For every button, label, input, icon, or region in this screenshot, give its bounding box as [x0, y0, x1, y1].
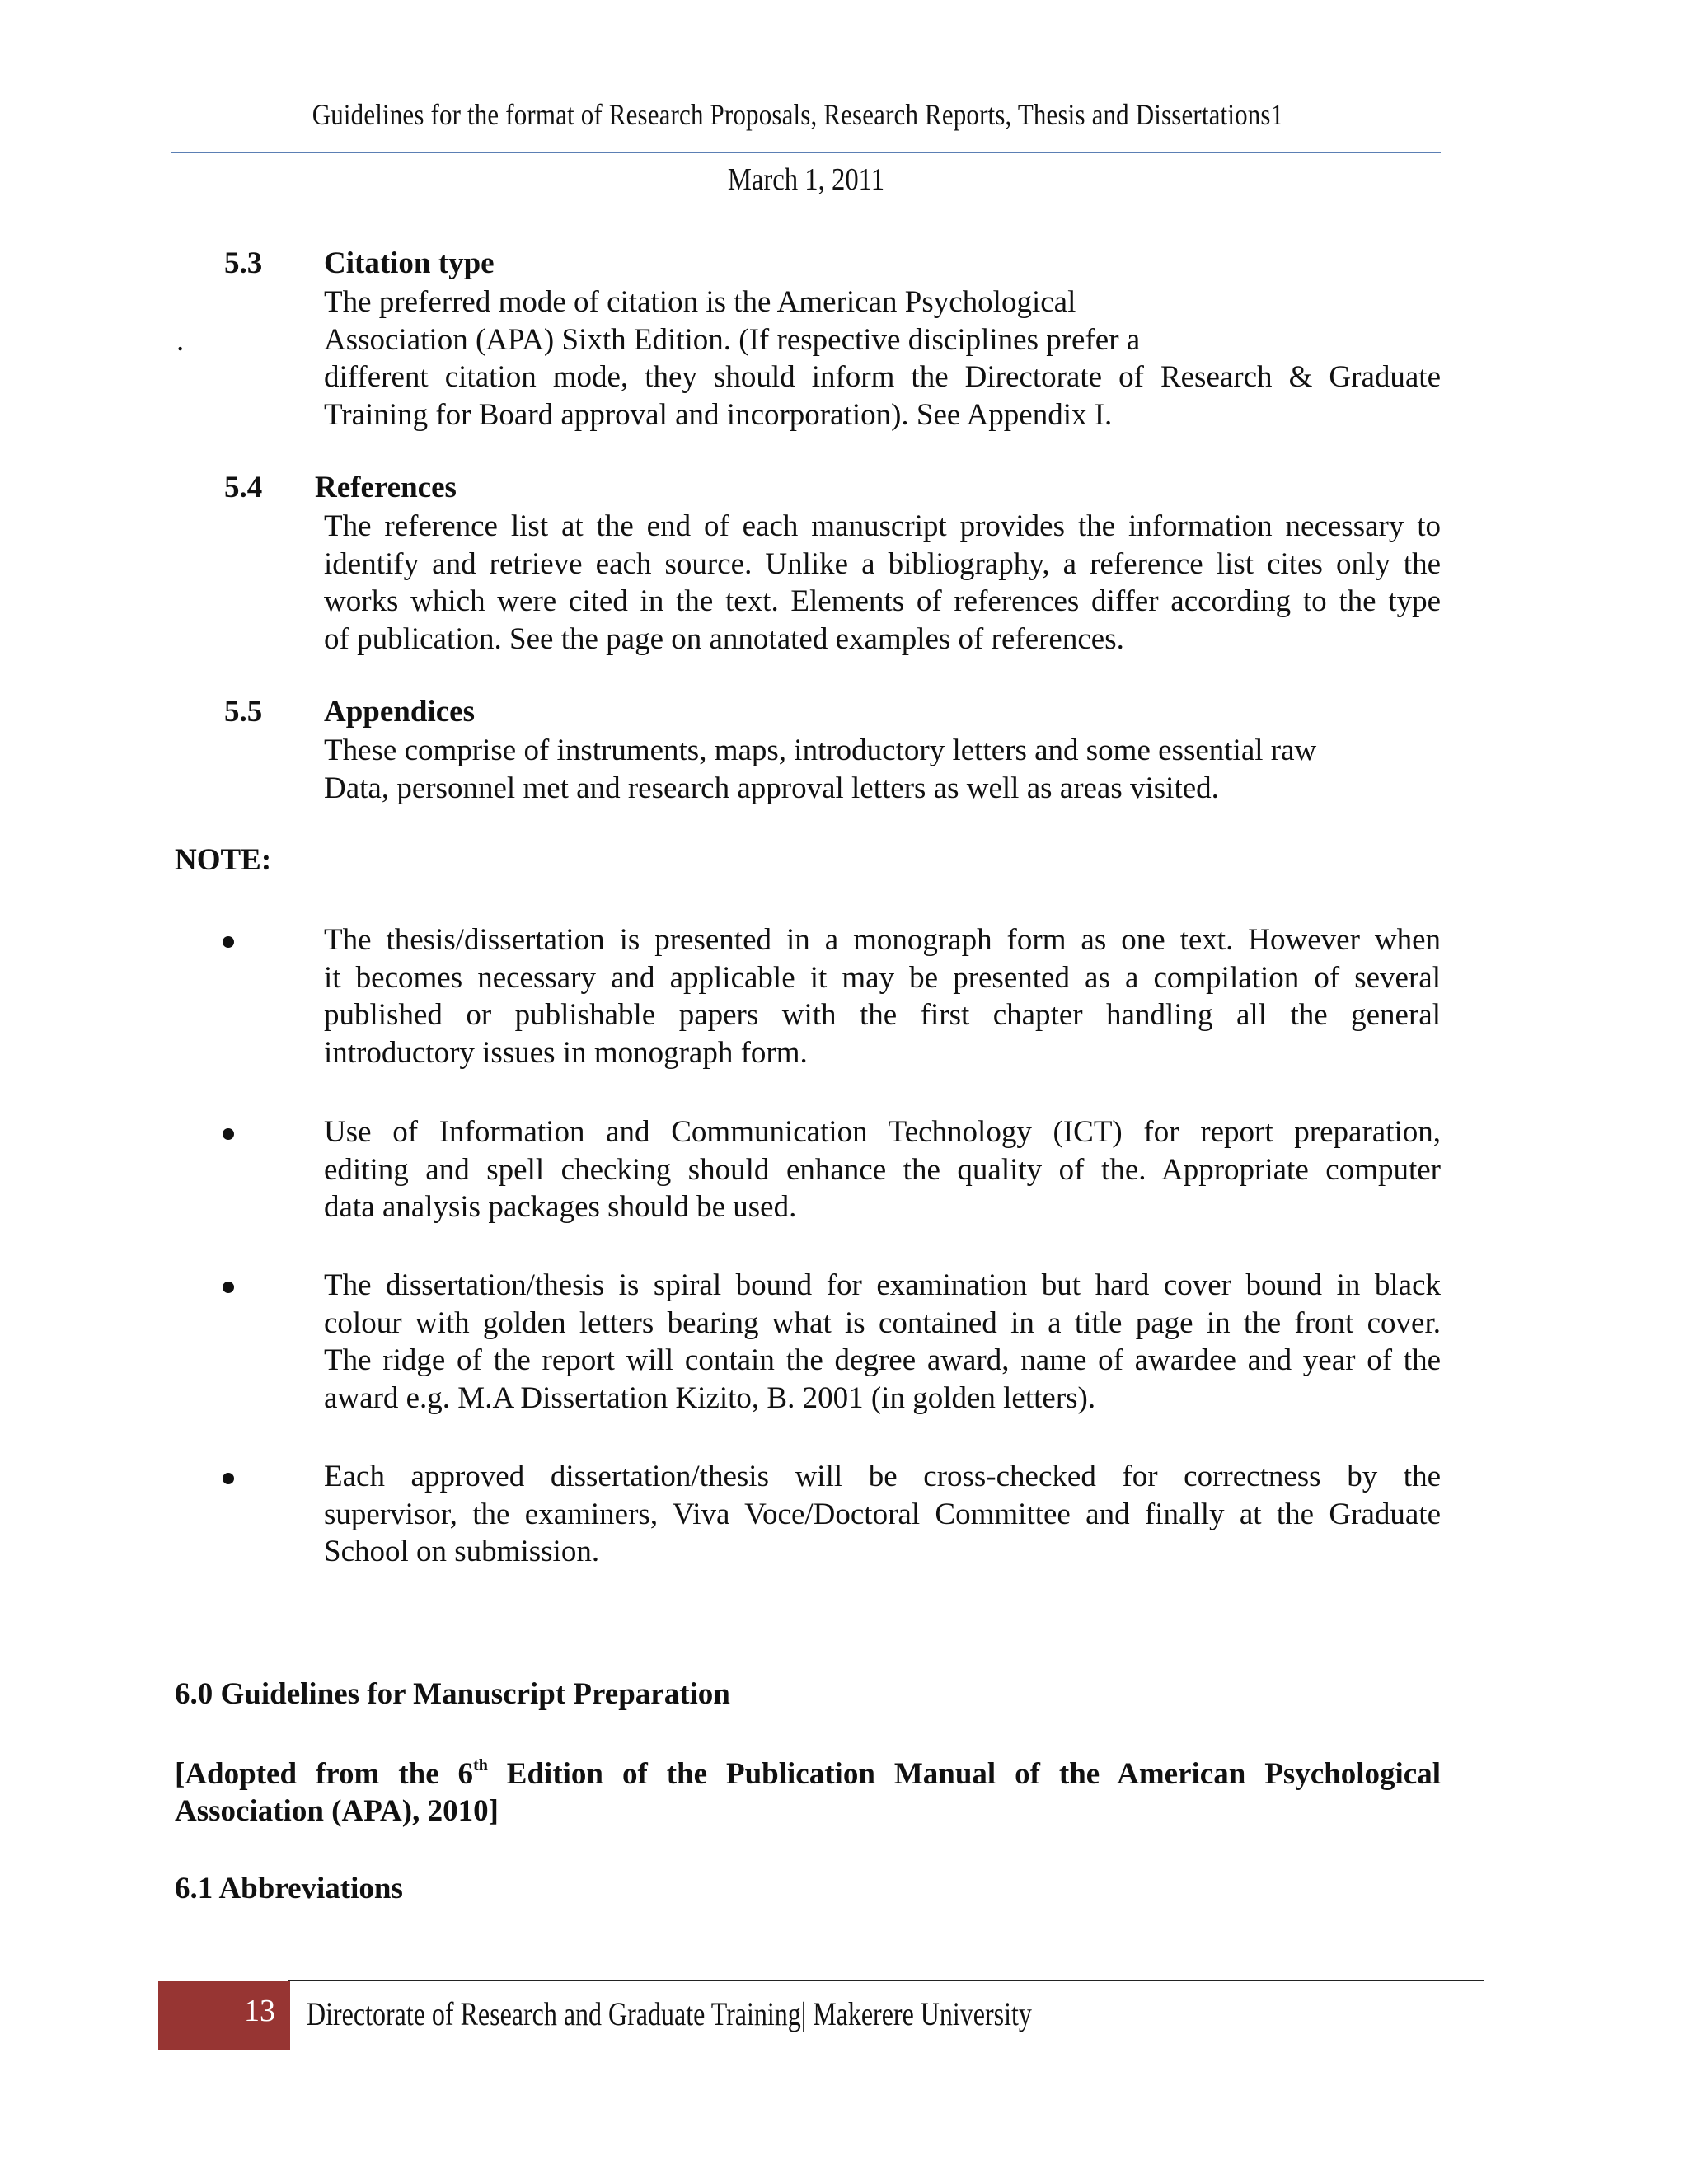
section-number-5-3: 5.3	[224, 246, 263, 280]
page-number-box	[158, 1981, 290, 2050]
text-line: it becomes necessary and applicable it may be presented as a compilation of several	[324, 960, 1441, 995]
text-line: introductory issues in monograph form.	[324, 1035, 808, 1070]
text-line: Use of Information and Communication Technology (ICT) for report preparation,	[324, 1115, 1441, 1149]
note-item	[324, 1113, 1441, 1226]
text-line: Association (APA), 2010]	[175, 1794, 499, 1828]
text-line: data analysis packages should be used.	[324, 1190, 797, 1224]
text-line: editing and spell checking should enhance the quality of the. Appropriate computer	[324, 1152, 1441, 1187]
text-line: published or publishable papers with the first chapter handling all the general	[324, 998, 1441, 1032]
running-header-date: March 1, 2011	[727, 162, 885, 197]
section-number-5-4: 5.4	[224, 471, 263, 504]
header-divider	[171, 152, 1441, 153]
text-line: colour with golden letters bearing what is contained in a title page in the front cover.	[324, 1305, 1441, 1340]
text-line: Data, personnel met and research approval letters as well as areas visited.	[324, 771, 1219, 805]
note-heading: NOTE:	[175, 843, 272, 877]
bullet-icon	[223, 1473, 234, 1484]
text-line: Association (APA) Sixth Edition. (If respective disciplines prefer a	[324, 322, 1141, 357]
text-line: The thesis/dissertation is presented in a monograph form as one text. However when	[324, 923, 1441, 957]
section-title-references: References	[315, 471, 457, 504]
text-line: School on submission.	[324, 1535, 600, 1568]
note-item	[324, 1267, 1441, 1417]
page-number: 13	[244, 1994, 275, 2028]
footer-text: Directorate of Research and Graduate Training| Makerere University	[307, 1995, 1032, 2032]
stray-mark: .	[176, 324, 185, 358]
adopted-text-part2: Edition of the Publication Manual of the American Psychological	[487, 1757, 1441, 1791]
adopted-note	[175, 1755, 1441, 1830]
section-heading-6-1: 6.1 Abbreviations	[175, 1872, 403, 1905]
text-line: identify and retrieve each source. Unlike a bibliography, a reference list cites only the	[324, 546, 1441, 581]
text-line: award e.g. M.A Dissertation Kizito, B. 2001 (in golden letters).	[324, 1380, 1096, 1415]
text-line: These comprise of instruments, maps, introductory letters and some essential raw	[324, 733, 1317, 767]
text-line: The ridge of the report will contain the degree award, name of awardee and year of the	[324, 1343, 1441, 1377]
text-line: Training for Board approval and incorporation). See Appendix I.	[324, 397, 1113, 432]
bullet-icon	[223, 1128, 234, 1140]
text-line: different citation mode, they should inform the Directorate of Research & Graduate	[324, 360, 1441, 394]
text-line: supervisor, the examiners, Viva Voce/Doctoral Committee and finally at the Graduate	[324, 1497, 1441, 1531]
footer-divider	[288, 1980, 1484, 1981]
section-body-citation-type	[324, 284, 1441, 434]
text-line: Each approved dissertation/thesis will be cross-checked for correctness by the	[324, 1460, 1441, 1493]
text-line: works which were cited in the text. Elements of references differ according to the type	[324, 584, 1441, 618]
section-body-references	[324, 508, 1441, 658]
text-line: The preferred mode of citation is the American Psychological	[324, 285, 1076, 319]
text-line: The dissertation/thesis is spiral bound for examination but hard cover bound in black	[324, 1268, 1441, 1302]
running-header-title: Guidelines for the format of Research Proposals, Research Reports, Thesis and Dissertations1	[312, 98, 1284, 131]
section-title-appendices: Appendices	[324, 695, 475, 729]
bullet-icon	[223, 936, 234, 948]
text-line: of publication. See the page on annotated examples of references.	[324, 621, 1124, 656]
ordinal-suffix: th	[473, 1756, 488, 1774]
section-number-5-5: 5.5	[224, 695, 263, 729]
section-body-appendices	[324, 732, 1441, 807]
section-heading-6-0: 6.0 Guidelines for Manuscript Preparation	[175, 1677, 730, 1711]
section-title-citation-type: Citation type	[324, 246, 495, 280]
note-item	[324, 1458, 1441, 1571]
text-line: The reference list at the end of each manuscript provides the information necessary to	[324, 509, 1441, 543]
note-item	[324, 921, 1441, 1071]
bullet-icon	[223, 1282, 234, 1293]
adopted-text-part1: [Adopted from the 6	[175, 1757, 474, 1791]
text-line	[175, 1755, 1441, 1793]
